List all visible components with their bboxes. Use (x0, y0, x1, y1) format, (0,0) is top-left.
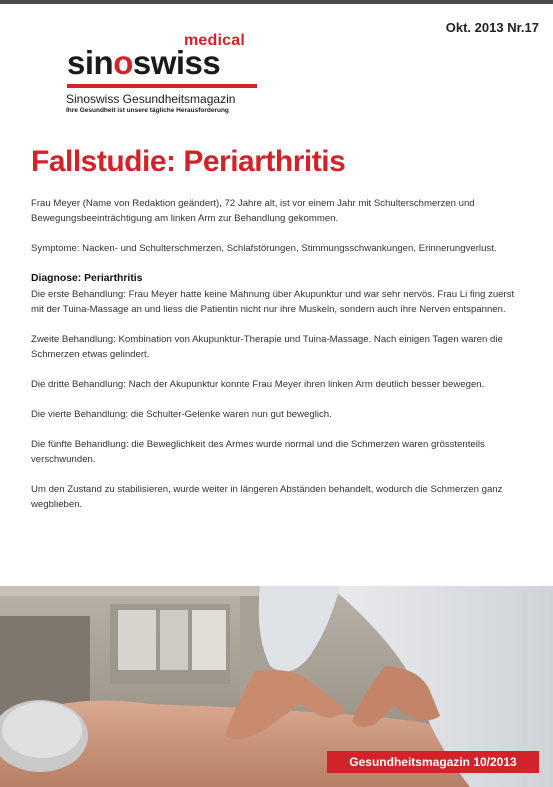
treatment-paragraph-2: Zweite Behandlung: Kombination von Akupunktur-Therapie und Tuina-Massage. Nach einigen Tagen waren die Schmerzen etwas gelindert. (31, 334, 503, 360)
logo-subtitle: Sinoswiss Gesundheitsmagazin (66, 92, 236, 106)
intro-paragraph: Frau Meyer (Name von Redaktion geändert), 72 Jahre alt, ist vor einem Jahr mit Schulterschmerzen und Bewegungsbeeinträchtigung am linken Arm zur Behandlung gekommen. (31, 198, 475, 224)
symptoms-paragraph: Symptome: Nacken- und Schulterschmerzen, Schlafstörungen, Stimmungsschwankungen, Erinnerungverlust. (31, 243, 497, 254)
article-title: Fallstudie: Periarthritis (31, 145, 346, 178)
article-body (31, 196, 526, 527)
logo-tagline: Ihre Gesundheit ist unsere tägliche Herausforderung (66, 107, 229, 114)
treatment-paragraph-1: Die erste Behandlung: Frau Meyer hatte keine Mahnung über Akupunktur und war sehr nervös. Frau Li fing zuerst mit der Tuina-Massage an und liess die Patientin nicht nur ihre Muskeln, sondern auch ihre Nerven entspannen. (31, 289, 515, 315)
diagnosis-heading: Diagnose: Periarthritis (31, 273, 143, 284)
closing-paragraph: Um den Zustand zu stabilisieren, wurde weiter in längeren Abständen behandelt, wodurch die Schmerzen ganz wegblieben. (31, 484, 503, 510)
logo-brand-text: sinoswiss (67, 44, 221, 81)
logo-underline (67, 84, 257, 88)
treatment-paragraph-5: Die fünfte Behandlung: die Beweglichkeit des Armes wurde normal und die Schmerzen waren grösstenteils verschwunden. (31, 439, 485, 465)
magazine-badge: Gesundheitsmagazin 10/2013 (327, 751, 539, 773)
treatment-paragraph-4: Die vierte Behandlung: die Schulter-Gelenke waren nun gut beweglich. (31, 409, 332, 420)
issue-number: Okt. 2013 Nr.17 (445, 20, 539, 35)
treatment-paragraph-3: Die dritte Behandlung: Nach der Akupunktur konnte Frau Meyer ihren linken Arm deutlich besser bewegen. (31, 379, 485, 390)
top-rule (0, 0, 553, 4)
logo-medical-text: medical (184, 32, 245, 49)
